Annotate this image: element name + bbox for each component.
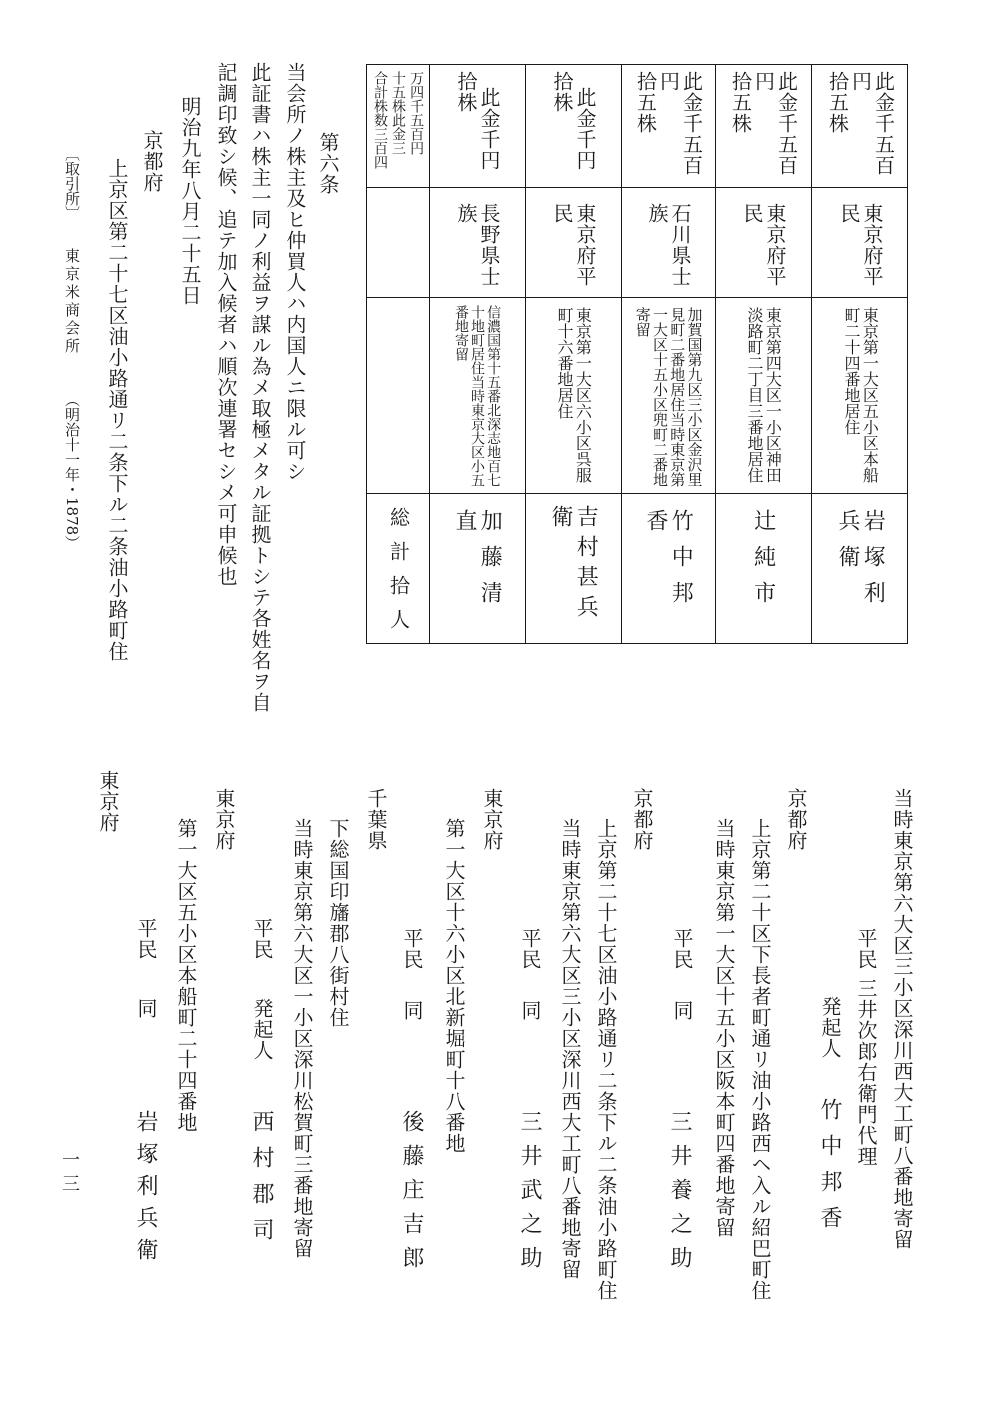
table-cell-origin <box>525 187 621 297</box>
table-cell-name <box>525 493 621 645</box>
table-cell-shares <box>621 65 715 187</box>
name-text: 竹中邦香 <box>643 509 694 617</box>
origin-text: 東京府平民 <box>740 203 787 287</box>
origin-text: 長野県士族 <box>454 203 501 287</box>
shares-count: 拾五株 <box>633 71 658 134</box>
shares-count: 拾株 <box>454 71 478 113</box>
shares-count: 拾五株 <box>728 71 753 134</box>
source-date: （明治十一年・1878） <box>63 392 81 551</box>
table-cell-origin <box>429 187 525 297</box>
signer-name: 三井養之助 <box>667 1110 692 1280</box>
signer-name: 竹中邦香 <box>817 1098 842 1242</box>
signer-name: 西村郡司 <box>249 1110 274 1254</box>
page-number: 一三 <box>59 1150 80 1198</box>
prefecture-label: 東京府 <box>480 788 504 851</box>
total-line-3: 万四千五百円 <box>408 71 425 155</box>
address-text: 信濃国第十五番北深志地百七十地町居住当時東京大区小五番地寄留 <box>452 305 502 487</box>
prefecture-label: 京都府 <box>784 788 808 851</box>
total-line-2: 十五株此金三 <box>390 71 407 155</box>
table-cell-address <box>715 297 811 493</box>
signer-status: 平民 <box>670 928 694 970</box>
article-line-3: 記調印致シ候、追テ加入候者ハ順次連署セシメ可申候也 <box>214 62 238 587</box>
signer-line: 第一大区十六小区北新堀町十八番地 <box>442 818 466 1154</box>
signer-name: 三井武之助 <box>517 1110 542 1280</box>
table-cell-name <box>621 493 715 645</box>
address-text: 東京第一大区五小区本船町二十四番地居住 <box>842 307 880 483</box>
table-cell-shares <box>811 65 909 187</box>
table-cell-total-count <box>367 493 429 645</box>
shares-amount: 此金千円 <box>477 87 501 171</box>
signer-role: 発起人 <box>250 998 274 1061</box>
shares-count: 拾五株 <box>825 71 850 134</box>
signer-status: 平民 <box>400 928 424 970</box>
table-cell-origin <box>621 187 715 297</box>
table-cell-address <box>621 297 715 493</box>
name-text: 辻純市 <box>750 509 776 617</box>
source-label: 〔取引所〕 <box>63 146 81 221</box>
origin-text: 東京府平民 <box>837 203 884 287</box>
name-text: 加藤清直 <box>452 509 503 617</box>
article-line-1: 当会所ノ株主及ヒ仲買人ハ内国人ニ限ル可シ <box>283 62 307 482</box>
article-line-2: 此証書ハ株主一同ノ利益ヲ謀ル為メ取極メタル証拠トシテ各姓名ヲ自 <box>248 62 272 713</box>
name-text: 吉村甚兵衛 <box>548 505 599 625</box>
table-cell-shares <box>525 65 621 187</box>
table-cell-shares <box>715 65 811 187</box>
origin-text: 石川県士族 <box>645 203 692 287</box>
name-text: 岩塚利兵衛 <box>835 509 886 617</box>
table-cell-total-shares <box>367 65 429 187</box>
table-cell-origin <box>715 187 811 297</box>
signer-same: 同 <box>518 1000 542 1021</box>
address-text: 東京第四大区一小区神田淡路町二丁目三番地居住 <box>745 307 783 483</box>
signer-line: 第一大区五小区本船町二十四番地 <box>174 818 198 1133</box>
shares-count: 拾株 <box>550 71 574 113</box>
signer-status: 平民 <box>134 918 158 960</box>
table-cell-name <box>715 493 811 645</box>
prefecture-label: 千葉県 <box>364 788 388 851</box>
shares-amount: 此金千五百円 <box>751 71 799 176</box>
prefecture-label: 東京府 <box>96 770 120 833</box>
prefecture-label: 東京府 <box>212 788 236 851</box>
shareholder-table <box>366 64 908 644</box>
signer-line: 当時東京第六大区三小区深川西大工町八番地寄留 <box>890 788 914 1250</box>
signer-same: 同 <box>670 1000 694 1021</box>
document-date: 明治九年八月二十五日 <box>178 96 202 306</box>
signer-same: 同 <box>400 1000 424 1021</box>
table-cell-address <box>525 297 621 493</box>
signer-line: 当時東京第六大区三小区深川西大工町八番地寄留 <box>558 818 582 1280</box>
signer-line: 当時東京第一大区十五小区阪本町四番地寄留 <box>712 818 736 1238</box>
signer-line: 上京第二十区下長者町通リ油小路西ヘ入ル紹巴町住 <box>748 818 772 1301</box>
signer-line: 上京第二十七区油小路通リ二条下ル二条油小路町住 <box>594 818 618 1301</box>
signer-status: 平民 <box>854 928 878 970</box>
table-cell-address <box>811 297 909 493</box>
origin-text: 東京府平民 <box>550 203 597 287</box>
shares-amount: 此金千五百円 <box>656 71 704 176</box>
table-cell-name <box>811 493 909 645</box>
article-heading: 第六条 <box>316 132 340 195</box>
address-text: 加賀国第九区三小区金沢里見町二番地居住当時東京第一大区十五小区兜町二番地寄留 <box>633 307 704 487</box>
signer-status: 平民 <box>250 918 274 960</box>
shares-amount: 此金千円 <box>573 87 597 171</box>
signer-address: 上京区第二十七区油小路通リ二条下ル二条油小路町住 <box>105 158 129 662</box>
prefecture-label: 京都府 <box>630 788 654 851</box>
table-cell-origin <box>811 187 909 297</box>
signer-same: 同 <box>134 998 158 1019</box>
source-name: 東京米商会所 <box>63 248 81 356</box>
table-cell-shares <box>429 65 525 187</box>
table-cell-address <box>429 297 525 493</box>
shares-amount: 此金千五百円 <box>848 71 896 176</box>
signer-line: 三井次郎右衛門代理 <box>854 978 878 1167</box>
table-cell-name <box>429 493 525 645</box>
signer-status: 平民 <box>518 928 542 970</box>
total-line-1: 合計株数三百四 <box>371 71 388 169</box>
prefecture-label: 京都府 <box>140 130 164 193</box>
total-label: 総計拾人 <box>386 507 411 643</box>
signer-name: 岩塚利兵衛 <box>133 1110 158 1270</box>
signer-line: 下総国印旛郡八街村住 <box>326 818 350 1028</box>
signer-line: 当時東京第六大区一小区深川松賀町三番地寄留 <box>290 818 314 1259</box>
signer-name: 後藤庄吉郎 <box>399 1110 424 1280</box>
signer-role: 発起人 <box>818 996 842 1059</box>
address-text: 東京第一大区六小区呉服町十六番地居住 <box>555 307 593 483</box>
